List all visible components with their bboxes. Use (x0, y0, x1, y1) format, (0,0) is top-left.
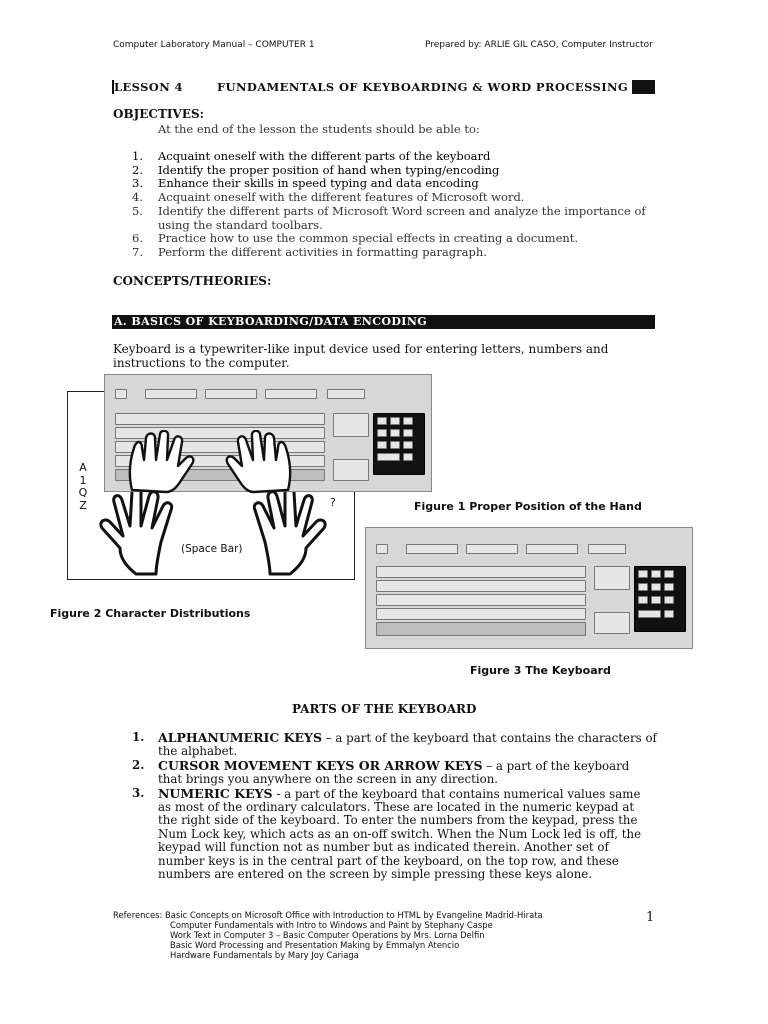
figure-1-caption: Figure 1 Proper Position of the Hand (414, 500, 642, 513)
list-item: 2. Identify the proper position of hand when typing/encoding (132, 162, 500, 177)
list-item: 3. Enhance their skills in speed typing and data encoding (132, 176, 479, 191)
page-number: 1 (646, 910, 655, 925)
lesson-name: FUNDAMENTALS OF KEYBOARDING & WORD PROCESSING (216, 80, 629, 94)
list-item: 6. Practice how to use the common special effects in creating a document. (132, 231, 579, 246)
running-header-right: Prepared by: ARLIE GIL CASO, Computer Instructor (425, 40, 653, 50)
references: References: Basic Concepts on Microsoft Office with Introduction to HTML by Evangeline Madrid-Hirata Computer Fundamentals with Intro to Windows and Paint by Stephany Caspe Work Text in Computer 3 – Basic Computer Operations by Mrs. Lorna Delfin Basic Word Processing and Presentation Making by Emmalyn Atencio Hardware Fundamentals by Mary Joy Cariaga (113, 910, 543, 960)
section-a-bar (112, 315, 655, 329)
list-item: 5. Identify the different parts of Microsoft Word screen and analyze the importance of using the standard toolbars. (132, 203, 646, 232)
list-item: 3. NUMERIC KEYS - a part of the keyboard that contains numerical values same as most of the ordinary calculators. These are located in the numeric keypad at the right side of the keyboard. To enter the numbers from the keypad, press the Num Lock key, which acts as an on-off switch. When the Num Lock led is off, the keypad will function not as number but as indicated therein. Another set of number keys is in the central part of the keyboard, on the top row, and these numbers are entered on the screen by simple pressing these keys alone. (132, 785, 642, 882)
list-item: 7. Perform the different activities in formatting paragraph. (132, 244, 487, 259)
question-mark: ? (330, 496, 336, 509)
lesson-number: LESSON 4 (114, 80, 183, 94)
concepts-heading: CONCEPTS/THEORIES: (113, 274, 272, 288)
open-hands-illustration (78, 484, 348, 580)
parts-heading: PARTS OF THE KEYBOARD (292, 702, 477, 716)
figure-2-caption: Figure 2 Character Distributions (50, 607, 251, 620)
parts-list (132, 731, 657, 881)
objectives-intro: At the end of the lesson the students should be able to: (158, 122, 480, 136)
keyboard-definition: Keyboard is a typewriter-like input device used for entering letters, numbers and instructions to the computer. (113, 342, 609, 370)
references-label: References: (113, 910, 163, 920)
objectives-list (132, 150, 662, 260)
typing-hands-illustration (120, 430, 300, 494)
lesson-title (114, 80, 632, 94)
space-bar-label: (Space Bar) (181, 543, 243, 555)
right-hand-icon (254, 487, 325, 574)
left-hand-icon (101, 487, 172, 574)
right-typing-hand-icon (227, 431, 290, 492)
left-typing-hand-icon (130, 431, 193, 492)
keyboard-figure-3 (365, 527, 693, 649)
lesson-title-bar (112, 80, 655, 94)
objectives-heading: OBJECTIVES: (113, 107, 205, 121)
term-numeric: NUMERIC KEYS (158, 785, 273, 801)
figure-3-caption: Figure 3 The Keyboard (470, 664, 611, 677)
list-item: 1. Acquaint oneself with the different parts of the keyboard (132, 149, 491, 163)
list-item: 2. CURSOR MOVEMENT KEYS OR ARROW KEYS – a part of the keyboard that brings you anywhere on the screen in any direction. (132, 757, 630, 787)
list-item: 1. ALPHANUMERIC KEYS – a part of the keyboard that contains the characters of the alphabet. (132, 730, 657, 759)
term-cursor: CURSOR MOVEMENT KEYS OR ARROW KEYS (158, 757, 483, 773)
list-item: 4. Acquaint oneself with the different features of Microsoft word. (132, 190, 525, 205)
section-a-title: A. BASICS OF KEYBOARDING/DATA ENCODING (114, 315, 428, 328)
home-row-letters: A 1 Q Z (78, 461, 88, 512)
term-alphanumeric: ALPHANUMERIC KEYS (158, 730, 322, 745)
running-header-left: Computer Laboratory Manual – COMPUTER 1 (113, 40, 315, 50)
